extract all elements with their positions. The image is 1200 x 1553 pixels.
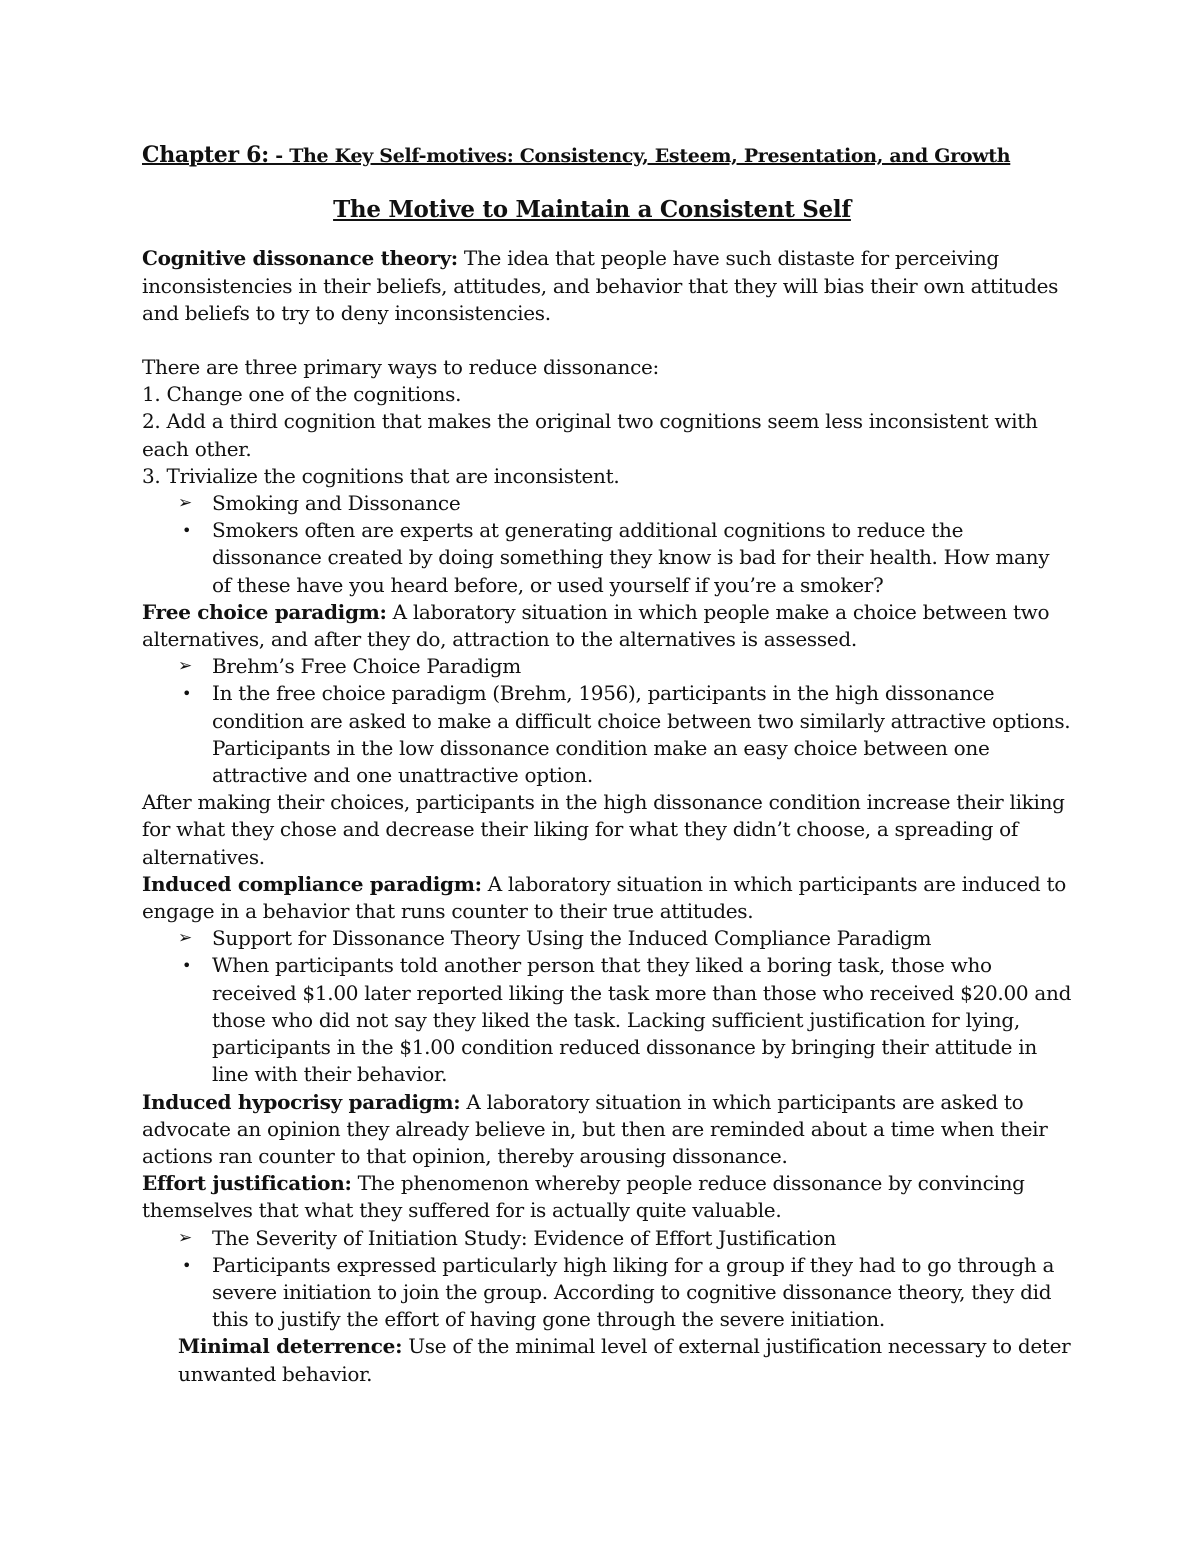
bullet-item-text: Smokers often are experts at generating additional cognitions to reduce the dissonance created by doing something they know is bad for their health. How many of these have you heard before, or used yourself if you’re a smoker? [212, 518, 1050, 597]
arrow-bullet-icon: ➢ [178, 928, 192, 949]
definition-text: A laboratory situation in which participants are induced to engage in a behavior that runs counter to their true attitudes. [142, 871, 1066, 924]
free-choice-followup: After making their choices, participants in the high dissonance condition increase their liking for what they chose and decrease their liking for what they didn’t choose, a spreading of alternatives. [142, 790, 1065, 869]
term-effort-justification: Effort justification: [142, 1171, 352, 1196]
definition-cognitive-dissonance [142, 245, 1072, 327]
definition-text: A laboratory situation in which participants are asked to advocate an opinion they already believe in, but then are reminded about a time when their actions ran counter to that opinion, thereby arousing dissonance. [142, 1089, 1048, 1168]
bullet-item-text: When participants told another person that they liked a boring task, those who received $1.00 later reported liking the task more than those who received $20.00 and those who did not say they liked the task. Lacking sufficient justification for lying, participants in the $1.00 condition reduced dissonance by bringing their attitude in line with their behavior. [212, 953, 1072, 1087]
term-induced-hypocrisy: Induced hypocrisy paradigm: [142, 1089, 461, 1114]
dot-bullet-icon: • [182, 521, 192, 541]
term-minimal-deterrence: Minimal deterrence: [178, 1334, 403, 1359]
bullet-item-text: Participants expressed particularly high liking for a group if they had to go through a severe initiation to join the group. According to cognitive dissonance theory, they did this to justify the effort of having gone through the severe initiation. [212, 1252, 1055, 1332]
definition-effort-justification [142, 1170, 1072, 1224]
term-cognitive-dissonance: Cognitive dissonance theory: [142, 246, 458, 271]
document-page [142, 142, 1072, 1388]
arrow-item-text: Smoking and Dissonance [212, 491, 461, 516]
term-free-choice: Free choice paradigm: [142, 599, 387, 624]
definition-text: A laboratory situation in which people make a choice between two alternatives, and after they do, attraction to the alternatives is assessed. [142, 599, 1050, 652]
chapter-heading [142, 142, 1072, 170]
definition-induced-hypocrisy [142, 1089, 1072, 1171]
definition-minimal-deterrence [142, 1333, 1072, 1387]
dot-bullet-icon: • [182, 1255, 192, 1275]
arrow-bullet-icon: ➢ [178, 1227, 192, 1248]
arrow-item-brehm [142, 653, 1072, 680]
term-induced-compliance: Induced compliance paradigm: [142, 871, 482, 896]
arrow-item-smoking [142, 490, 1072, 517]
dot-bullet-icon: • [182, 684, 192, 704]
definition-free-choice [142, 599, 1072, 653]
arrow-bullet-icon: ➢ [178, 656, 192, 677]
arrow-item-severity [142, 1225, 1072, 1252]
definition-text: The idea that people have such distaste for perceiving inconsistencies in their beliefs, attitudes, and behavior that they will bias their own attitudes and beliefs to try to deny inconsistencies. [142, 246, 1059, 325]
definition-text: The phenomenon whereby people reduce dissonance by convincing themselves that what they suffered for is actually quite valuable. [142, 1171, 1025, 1223]
section-title: The Motive to Maintain a Consistent Self [333, 196, 851, 224]
reduce-step-3: 3. Trivialize the cognitions that are inconsistent. [142, 463, 620, 488]
chapter-label: Chapter 6: [142, 142, 269, 168]
arrow-item-text: Brehm’s Free Choice Paradigm [212, 654, 521, 679]
definition-text: Use of the minimal level of external justification necessary to deter unwanted behavior. [178, 1334, 1071, 1386]
bullet-item-induced-compliance [142, 952, 1072, 1088]
definition-induced-compliance [142, 871, 1072, 925]
reduce-intro: There are three primary ways to reduce dissonance: [142, 355, 659, 380]
bullet-item-smoking [142, 517, 1072, 599]
reduce-step-2: 2. Add a third cognition that makes the original two cognitions seem less inconsistent with each other. [142, 409, 1038, 461]
arrow-bullet-icon: ➢ [178, 493, 192, 514]
arrow-item-induced-compliance [142, 925, 1072, 952]
arrow-item-text: Support for Dissonance Theory Using the Induced Compliance Paradigm [212, 926, 932, 951]
dot-bullet-icon: • [182, 956, 192, 976]
bullet-item-severity [142, 1252, 1072, 1334]
chapter-subtitle: - The Key Self-motives: Consistency, Esteem, Presentation, and Growth [268, 145, 1011, 167]
bullet-item-brehm [142, 680, 1072, 789]
bullet-item-text: In the free choice paradigm (Brehm, 1956), participants in the high dissonance condition are asked to make a difficult choice between two similarly attractive options. Participants in the low dissonance condition make an easy choice between one attractive and one unattractive option. [212, 681, 1071, 788]
reduce-step-1: 1. Change one of the cognitions. [142, 382, 462, 407]
arrow-item-text: The Severity of Initiation Study: Evidence of Effort Justification [212, 1225, 837, 1250]
paragraph-gap [142, 327, 1072, 354]
